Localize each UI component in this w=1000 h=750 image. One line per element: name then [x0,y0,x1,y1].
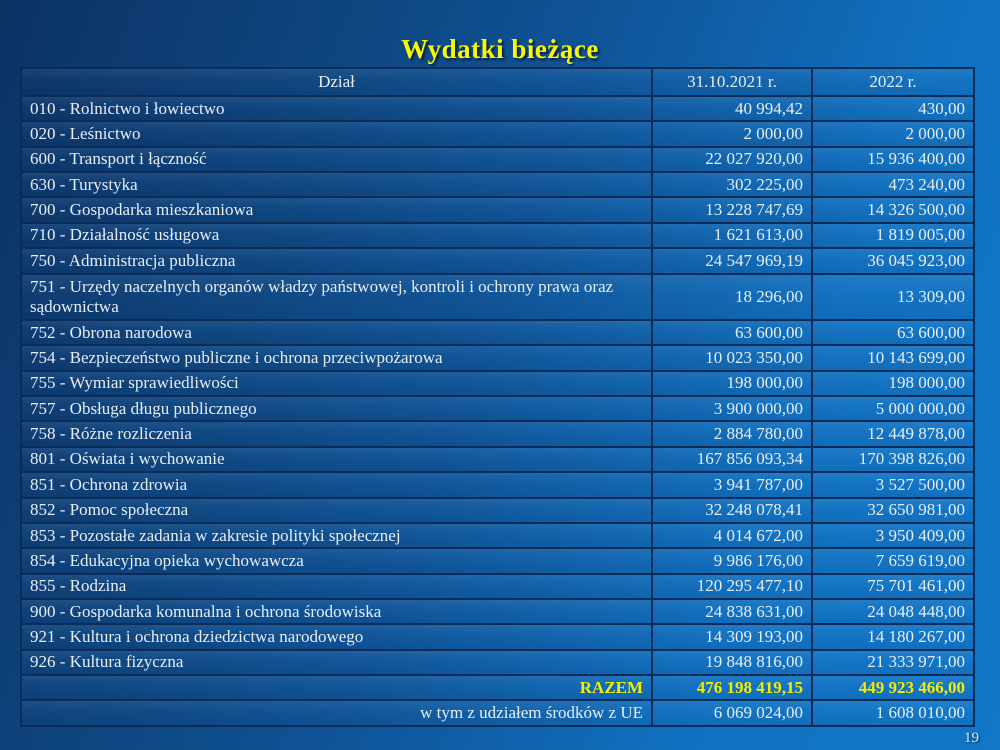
row-value-2021: 1 621 613,00 [652,223,812,248]
row-label: 852 - Pomoc społeczna [21,498,652,523]
row-value-2022: 3 950 409,00 [812,523,974,548]
row-label: RAZEM [21,675,652,700]
row-value-2021: 302 225,00 [652,172,812,197]
row-value-2021: 120 295 477,10 [652,574,812,599]
row-value-2022: 2 000,00 [812,121,974,146]
row-label: 851 - Ochrona zdrowia [21,472,652,497]
table-row [21,675,974,700]
row-value-2021: 18 296,00 [652,274,812,321]
row-value-2022: 5 000 000,00 [812,396,974,421]
row-label: 752 - Obrona narodowa [21,320,652,345]
row-value-2022: 1 819 005,00 [812,223,974,248]
row-value-2022: 10 143 699,00 [812,345,974,370]
header-row [21,68,974,96]
column-header-2021: 31.10.2021 r. [652,68,812,96]
table-row [21,121,974,146]
page-number: 19 [964,730,979,746]
row-label: 801 - Oświata i wychowanie [21,447,652,472]
row-label: 010 - Rolnictwo i łowiectwo [21,96,652,121]
row-value-2022: 14 180 267,00 [812,624,974,649]
row-value-2022: 14 326 500,00 [812,197,974,222]
column-header-2022: 2022 r. [812,68,974,96]
row-value-2021: 10 023 350,00 [652,345,812,370]
row-label: 754 - Bezpieczeństwo publiczne i ochrona przeciwpożarowa [21,345,652,370]
row-label: 900 - Gospodarka komunalna i ochrona środowiska [21,599,652,624]
table-row [21,396,974,421]
table-row [21,320,974,345]
row-value-2022: 32 650 981,00 [812,498,974,523]
row-value-2022: 75 701 461,00 [812,574,974,599]
row-value-2021: 24 838 631,00 [652,599,812,624]
row-label: 710 - Działalność usługowa [21,223,652,248]
row-value-2022: 1 608 010,00 [812,700,974,726]
table-header [21,68,974,96]
table-row [21,345,974,370]
row-value-2021: 13 228 747,69 [652,197,812,222]
table-row [21,447,974,472]
table-row [21,700,974,726]
table-row [21,223,974,248]
row-label: 020 - Leśnictwo [21,121,652,146]
row-value-2022: 198 000,00 [812,371,974,396]
row-value-2021: 32 248 078,41 [652,498,812,523]
table-row [21,371,974,396]
row-value-2021: 14 309 193,00 [652,624,812,649]
row-label: 921 - Kultura i ochrona dziedzictwa narodowego [21,624,652,649]
row-label: 855 - Rodzina [21,574,652,599]
row-value-2022: 24 048 448,00 [812,599,974,624]
table-row [21,548,974,573]
column-header-dzial: Dział [21,68,652,96]
row-value-2021: 63 600,00 [652,320,812,345]
row-value-2021: 22 027 920,00 [652,147,812,172]
row-value-2021: 40 994,42 [652,96,812,121]
table-row [21,624,974,649]
row-value-2022: 7 659 619,00 [812,548,974,573]
row-label: 750 - Administracja publiczna [21,248,652,273]
row-label: 751 - Urzędy naczelnych organów władzy państwowej, kontroli i ochrony prawa oraz sądownictwa [21,274,652,321]
table-body [21,96,974,726]
row-value-2022: 15 936 400,00 [812,147,974,172]
table-row [21,172,974,197]
row-label: 758 - Różne rozliczenia [21,421,652,446]
row-value-2021: 4 014 672,00 [652,523,812,548]
row-label: 755 - Wymiar sprawiedliwości [21,371,652,396]
row-label: w tym z udziałem środków z UE [21,700,652,726]
table-row [21,498,974,523]
row-label: 853 - Pozostałe zadania w zakresie polityki społecznej [21,523,652,548]
budget-table [20,67,975,727]
row-value-2022: 449 923 466,00 [812,675,974,700]
row-value-2021: 3 900 000,00 [652,396,812,421]
row-value-2022: 12 449 878,00 [812,421,974,446]
table-row [21,599,974,624]
row-value-2021: 24 547 969,19 [652,248,812,273]
row-value-2021: 19 848 816,00 [652,650,812,675]
table-row [21,197,974,222]
row-value-2022: 473 240,00 [812,172,974,197]
row-label: 600 - Transport i łączność [21,147,652,172]
row-value-2021: 476 198 419,15 [652,675,812,700]
row-value-2022: 13 309,00 [812,274,974,321]
row-value-2022: 170 398 826,00 [812,447,974,472]
table-row [21,523,974,548]
row-label: 926 - Kultura fizyczna [21,650,652,675]
row-label: 854 - Edukacyjna opieka wychowawcza [21,548,652,573]
row-value-2022: 36 045 923,00 [812,248,974,273]
table-row [21,472,974,497]
table-row [21,248,974,273]
table-row [21,574,974,599]
table-row [21,96,974,121]
row-value-2022: 3 527 500,00 [812,472,974,497]
row-value-2021: 6 069 024,00 [652,700,812,726]
row-value-2021: 2 000,00 [652,121,812,146]
row-value-2021: 9 986 176,00 [652,548,812,573]
row-label: 700 - Gospodarka mieszkaniowa [21,197,652,222]
row-label: 630 - Turystyka [21,172,652,197]
table-row [21,650,974,675]
row-value-2022: 21 333 971,00 [812,650,974,675]
row-value-2021: 167 856 093,34 [652,447,812,472]
row-value-2022: 63 600,00 [812,320,974,345]
row-value-2021: 198 000,00 [652,371,812,396]
row-value-2021: 2 884 780,00 [652,421,812,446]
row-value-2021: 3 941 787,00 [652,472,812,497]
table-row [21,147,974,172]
slide-title: Wydatki bieżące [401,34,599,64]
row-value-2022: 430,00 [812,96,974,121]
table-row [21,421,974,446]
table-row [21,274,974,321]
row-label: 757 - Obsługa długu publicznego [21,396,652,421]
